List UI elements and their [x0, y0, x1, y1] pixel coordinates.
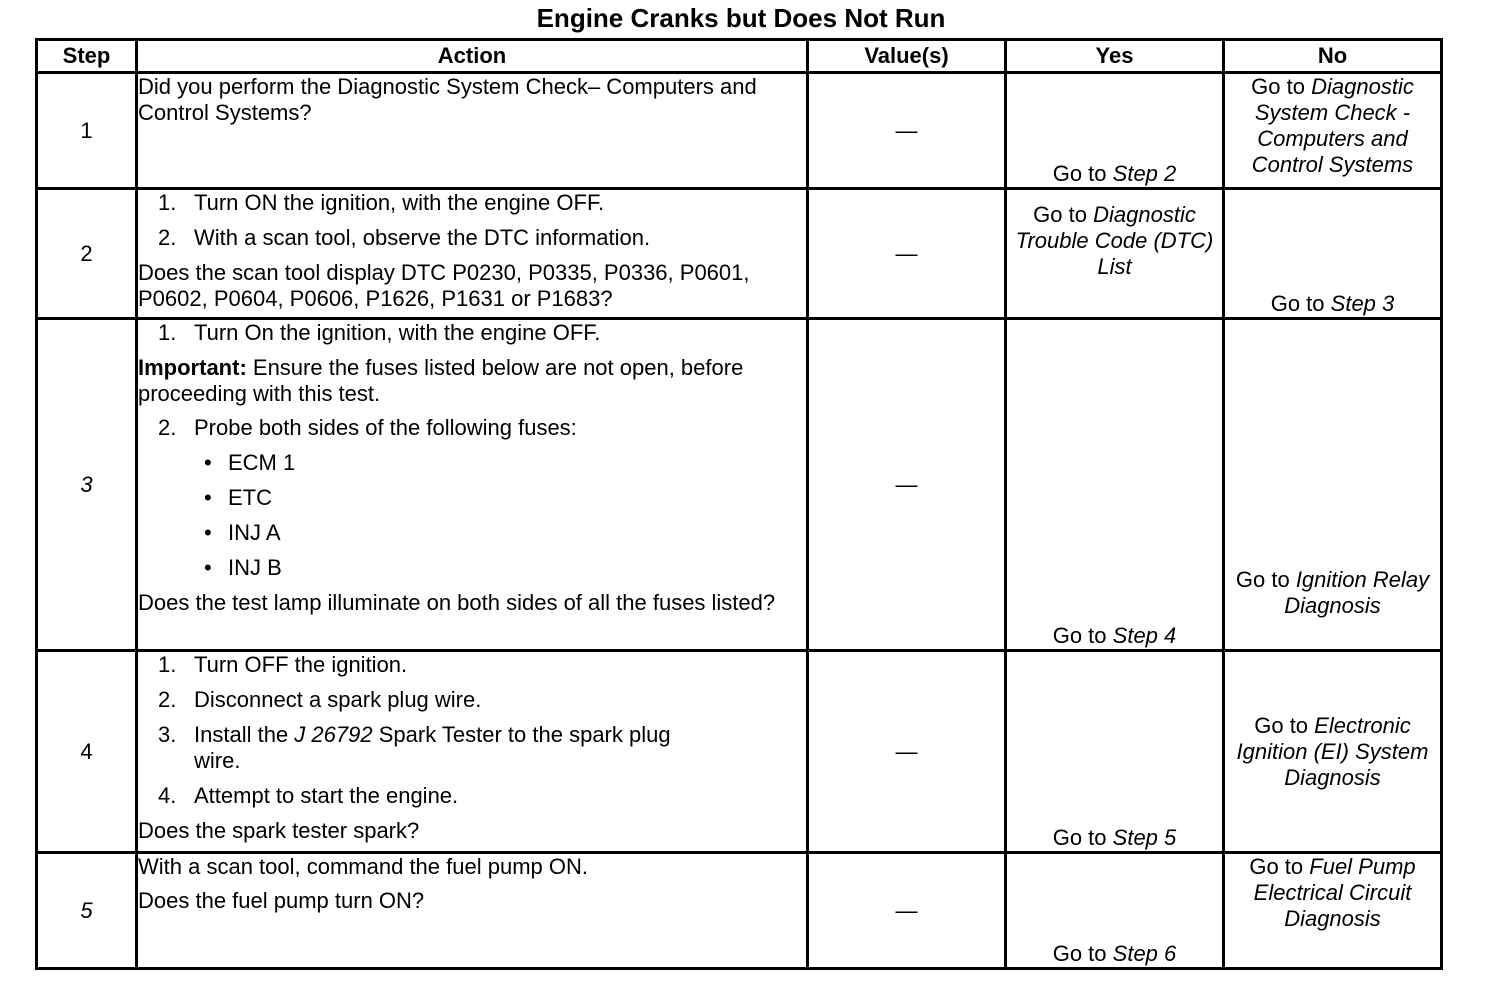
question-text: Does the spark tester spark?: [138, 818, 420, 843]
go-to-label: Go to: [1033, 202, 1087, 227]
no-cell: [1224, 73, 1442, 189]
list-item: [138, 320, 806, 346]
header-yes: Yes: [1006, 40, 1224, 73]
go-to-label: Go to: [1052, 825, 1107, 850]
list-text: With a scan tool, observe the DTC information.: [194, 225, 651, 250]
list-text-pre: Install the: [194, 722, 289, 747]
step-number: 3: [37, 319, 137, 651]
list-number: 1.: [158, 320, 177, 345]
fuse-name: INJ A: [228, 520, 281, 545]
value-cell: [808, 189, 1006, 319]
page-title: Engine Cranks but Does Not Run: [536, 3, 946, 33]
important-note: [138, 355, 806, 407]
go-to-label: Go to: [1251, 74, 1305, 99]
fuse-item: [138, 450, 806, 476]
value-dash: —: [895, 471, 918, 497]
go-to-label: Go to: [1052, 161, 1107, 186]
list-number: 1.: [158, 190, 177, 215]
go-to-label: Go to: [1254, 712, 1309, 738]
table-row-step-1: [37, 73, 1442, 189]
step-number: 2: [37, 189, 137, 319]
no-cell: [1224, 319, 1442, 651]
value-dash: —: [895, 897, 918, 923]
bullet-icon: •: [204, 450, 212, 475]
value-cell: [808, 73, 1006, 189]
header-row: [37, 40, 1442, 73]
go-to-label: Go to: [1052, 623, 1107, 648]
no-link[interactable]: Step 3: [1330, 291, 1395, 316]
action-cell: [137, 189, 808, 319]
table-row-step-4: [37, 651, 1442, 853]
table-row-step-3: [37, 319, 1442, 651]
important-label: Important:: [138, 355, 247, 380]
list-number: 2.: [158, 687, 177, 712]
list-item: [138, 783, 806, 809]
bullet-icon: •: [204, 520, 212, 545]
important-text: Ensure the fuses listed below are not open, before proceeding with this test.: [138, 355, 744, 406]
yes-cell: [1006, 853, 1224, 969]
list-text: Turn On the ignition, with the engine OFF.: [194, 320, 601, 345]
header-values: Value(s): [808, 40, 1006, 73]
no-cell: [1224, 853, 1442, 969]
value-dash: —: [895, 738, 918, 764]
question-text: Does the scan tool display DTC P0230, P0335, P0336, P0601, P0602, P0604, P0606, P1626, P1631 or P1683?: [138, 260, 750, 311]
step-number: 4: [37, 651, 137, 853]
action-cell: [137, 73, 808, 189]
fuse-name: ETC: [228, 485, 272, 510]
yes-cell: [1006, 73, 1224, 189]
action-cell: [137, 319, 808, 651]
fuse-item: [138, 485, 806, 511]
question-text: Does the fuel pump turn ON?: [138, 888, 425, 913]
header-action: Action: [137, 40, 808, 73]
value-cell: [808, 319, 1006, 651]
no-cell: [1224, 189, 1442, 319]
go-to-label: Go to: [1249, 854, 1304, 879]
list-number: 4.: [158, 783, 177, 808]
fuse-item: [138, 520, 806, 546]
yes-link[interactable]: Step 6: [1112, 941, 1177, 966]
yes-wrapper: [1007, 190, 1222, 280]
no-wrapper: [1225, 567, 1440, 649]
list-item: [138, 722, 806, 774]
yes-link[interactable]: Step 4: [1112, 623, 1177, 648]
no-link[interactable]: Ignition Relay Diagnosis: [1284, 567, 1430, 618]
list-number: 1.: [158, 652, 177, 677]
value-cell: [808, 651, 1006, 853]
list-text: Turn OFF the ignition.: [194, 652, 408, 677]
action-text: With a scan tool, command the fuel pump ON.: [138, 854, 588, 879]
list-text: Attempt to start the engine.: [194, 783, 459, 808]
table-row-step-2: [37, 189, 1442, 319]
yes-link[interactable]: Diagnostic Trouble Code (DTC) List: [1015, 202, 1214, 279]
fuse-name: INJ B: [228, 555, 282, 580]
tool-number: J 26792: [294, 722, 373, 747]
list-text: Turn ON the ignition, with the engine OFF.: [194, 190, 605, 215]
yes-link[interactable]: Step 2: [1112, 161, 1177, 186]
no-link[interactable]: Diagnostic System Check - Computers and Control Systems: [1251, 74, 1414, 177]
list-text: Disconnect a spark plug wire.: [194, 687, 482, 712]
no-link[interactable]: Electronic Ignition (EI) System Diagnosis: [1236, 712, 1429, 790]
list-text: Probe both sides of the following fuses:: [194, 415, 577, 440]
value-dash: —: [895, 117, 918, 143]
yes-cell: [1006, 319, 1224, 651]
list-number: 2.: [158, 415, 177, 440]
yes-cell: [1006, 189, 1224, 319]
fuse-item: [138, 555, 806, 581]
list-item: [138, 687, 806, 713]
list-text-post: Spark Tester to the spark plug wire.: [194, 722, 671, 773]
go-to-label: Go to: [1235, 567, 1290, 592]
list-item: [138, 190, 806, 216]
value-dash: —: [895, 240, 918, 266]
diagnostic-table: [35, 38, 1443, 970]
header-no: No: [1224, 40, 1442, 73]
step-number: 5: [37, 853, 137, 969]
question-text: Does the test lamp illuminate on both sides of all the fuses listed?: [138, 590, 776, 615]
bullet-icon: •: [204, 555, 212, 580]
action-cell: [137, 651, 808, 853]
bullet-icon: •: [204, 485, 212, 510]
no-link[interactable]: Fuel Pump Electrical Circuit Diagnosis: [1253, 854, 1416, 931]
no-cell: [1224, 651, 1442, 853]
list-item: [138, 415, 806, 441]
action-text: Did you perform the Diagnostic System Check– Computers and Control Systems?: [138, 74, 757, 125]
go-to-label: Go to: [1052, 941, 1107, 966]
list-number: 3.: [158, 722, 177, 747]
step-number: 1: [37, 73, 137, 189]
yes-cell: [1006, 651, 1224, 853]
yes-link[interactable]: Step 5: [1112, 825, 1177, 850]
go-to-label: Go to: [1270, 291, 1325, 316]
fuse-name: ECM 1: [228, 450, 296, 475]
action-cell: [137, 853, 808, 969]
value-cell: [808, 853, 1006, 969]
list-number: 2.: [158, 225, 177, 250]
header-step: Step: [37, 40, 137, 73]
list-item: [138, 225, 806, 251]
list-item: [138, 652, 806, 678]
table-row-step-5: [37, 853, 1442, 969]
